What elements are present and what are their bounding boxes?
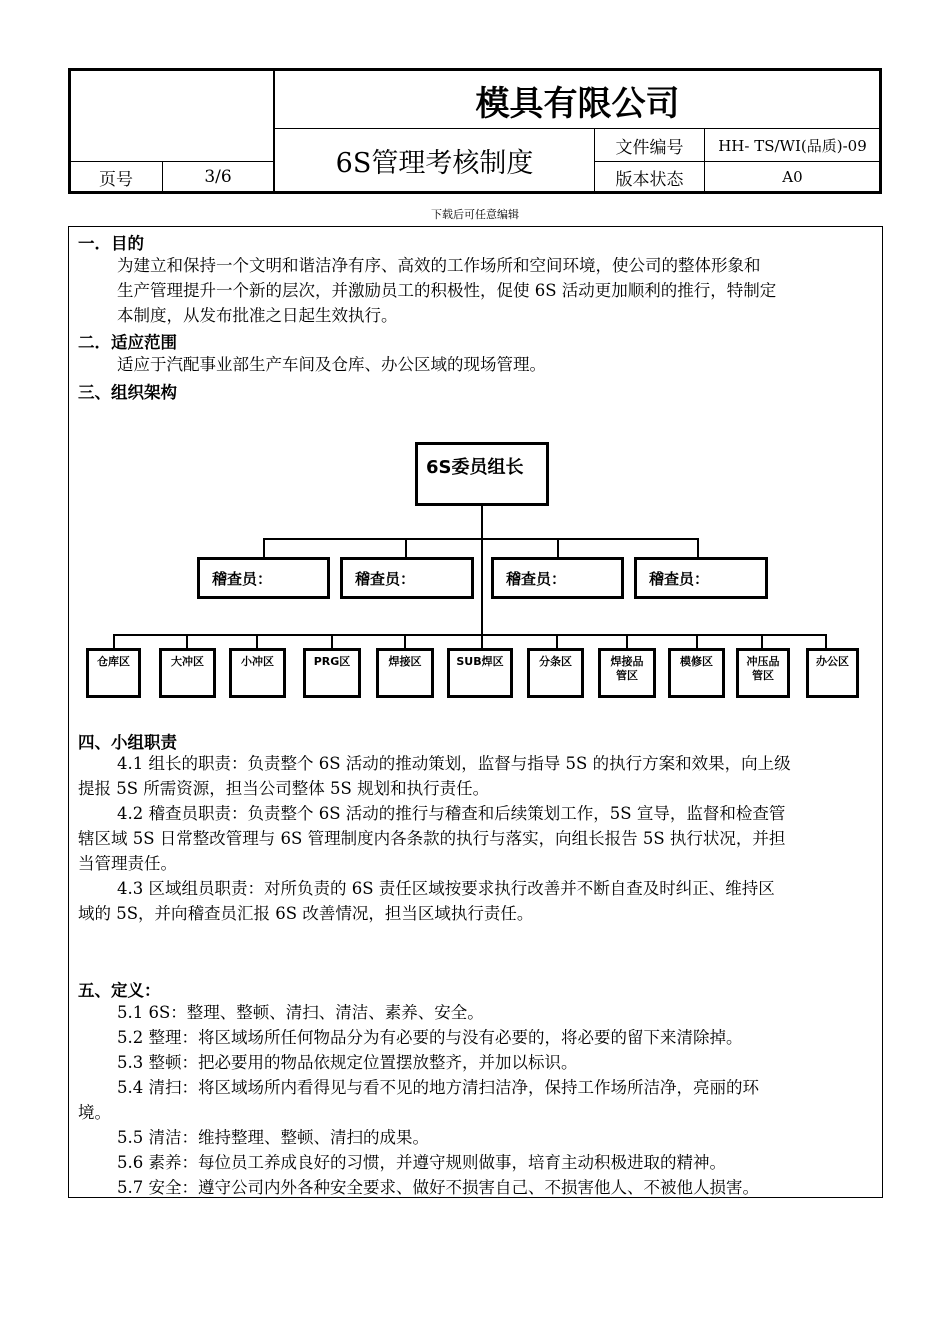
section-5-line: 5.5 清洁：维持整理、整顿、清扫的成果。 bbox=[117, 1128, 429, 1147]
section-5-title: 五、定义： bbox=[78, 981, 161, 1000]
version-label: 版本状态 bbox=[615, 169, 684, 190]
page-number: 3/6 bbox=[204, 167, 232, 187]
org-connector bbox=[263, 538, 699, 540]
section-4-line: 4.1 组长的职责：负责整个 6S 活动的推动策划，监督与指导 5S 的执行方案和效果，向上级 bbox=[117, 754, 791, 773]
section-4-line: 提报 5S 所需资源，担当公司整体 5S 规划和执行责任。 bbox=[78, 779, 490, 798]
org-inspector-box: 稽查员： bbox=[634, 557, 768, 599]
org-area-box: 小冲区 bbox=[229, 648, 286, 698]
org-connector bbox=[113, 634, 826, 636]
org-area-box: SUB焊区 bbox=[447, 648, 513, 698]
org-area-box: 分条区 bbox=[527, 648, 584, 698]
company-name: 模具有限公司 bbox=[475, 83, 680, 124]
org-area-box: 冲压品 管区 bbox=[736, 648, 790, 698]
org-area-box: 焊接品 管区 bbox=[598, 648, 656, 698]
org-inspector-box: 稽查员： bbox=[340, 557, 474, 599]
section-5-line: 5.7 安全：遵守公司内外各种安全要求、做好不损害自己、不损害他人、不被他人损害。 bbox=[117, 1178, 759, 1197]
section-4-title: 四、小组职责 bbox=[78, 733, 177, 752]
org-area-box: 模修区 bbox=[668, 648, 725, 698]
section-4-line: 4.3 区域组员职责：对所负责的 6S 责任区域按要求执行改善并不断自查及时纠正、维持区 bbox=[117, 879, 775, 898]
doc-no-value: HH- TS/WI(品质)-09 bbox=[718, 136, 867, 155]
org-connector bbox=[557, 538, 559, 558]
download-note: 下载后可任意编辑 bbox=[431, 208, 519, 221]
section-1-line: 生产管理提升一个新的层次，并激励员工的积极性，促使 6S 活动更加顺利的推行，特制定 bbox=[117, 281, 777, 300]
section-1-title: 一．目的 bbox=[78, 234, 144, 253]
section-3-title: 三、组织架构 bbox=[78, 383, 177, 402]
org-area-box: 焊接区 bbox=[376, 648, 434, 698]
version-value: A0 bbox=[782, 168, 803, 186]
org-connector bbox=[481, 504, 483, 639]
org-area-box: PRG区 bbox=[303, 648, 361, 698]
section-4-line: 4.2 稽查员职责：负责整个 6S 活动的推行与稽查和后续策划工作，5S 宣导，监督和检查管 bbox=[117, 804, 786, 823]
section-5-line: 境。 bbox=[78, 1103, 111, 1122]
org-area-box: 办公区 bbox=[806, 648, 859, 698]
section-4-line: 辖区域 5S 日常整改管理与 6S 管理制度内各条款的执行与落实，向组长报告 5S 执行状况，并担 bbox=[78, 829, 786, 848]
section-5-line: 5.2 整理：将区域场所任何物品分为有必要的与没有必要的，将必要的留下来清除掉。 bbox=[117, 1028, 743, 1047]
section-1-line: 为建立和保持一个文明和谐洁净有序、高效的工作场所和空间环境，使公司的整体形象和 bbox=[117, 256, 761, 275]
doc-no-label: 文件编号 bbox=[615, 137, 684, 158]
section-1-line: 本制度，从发布批准之日起生效执行。 bbox=[117, 306, 398, 325]
org-connector bbox=[697, 538, 699, 558]
section-5-line: 5.1 6S：整理、整顿、清扫、清洁、素养、安全。 bbox=[117, 1003, 484, 1022]
page-label: 页号 bbox=[99, 169, 133, 190]
section-5-line: 5.4 清扫：将区域场所内看得见与看不见的地方清扫洁净，保持工作场所洁净，亮丽的环 bbox=[117, 1078, 759, 1097]
section-2-title: 二．适应范围 bbox=[78, 333, 177, 352]
section-4-line: 当管理责任。 bbox=[78, 854, 177, 873]
org-connector bbox=[405, 538, 407, 558]
section-4-line: 域的 5S，并向稽查员汇报 6S 改善情况，担当区域执行责任。 bbox=[78, 904, 534, 923]
org-connector bbox=[263, 538, 265, 558]
section-5-line: 5.6 素养：每位员工养成良好的习惯，并遵守规则做事，培育主动积极进取的精神。 bbox=[117, 1153, 726, 1172]
doc-title: 6S管理考核制度 bbox=[335, 148, 534, 179]
org-area-box: 大冲区 bbox=[159, 648, 216, 698]
section-2-line: 适应于汽配事业部生产车间及仓库、办公区域的现场管理。 bbox=[117, 355, 546, 374]
section-5-line: 5.3 整顿：把必要用的物品依规定位置摆放整齐，并加以标识。 bbox=[117, 1053, 578, 1072]
org-inspector-box: 稽查员： bbox=[197, 557, 330, 599]
org-leader-box: 6S委员组长 bbox=[415, 442, 549, 506]
org-inspector-box: 稽查员： bbox=[491, 557, 624, 599]
org-area-box: 仓库区 bbox=[86, 648, 141, 698]
